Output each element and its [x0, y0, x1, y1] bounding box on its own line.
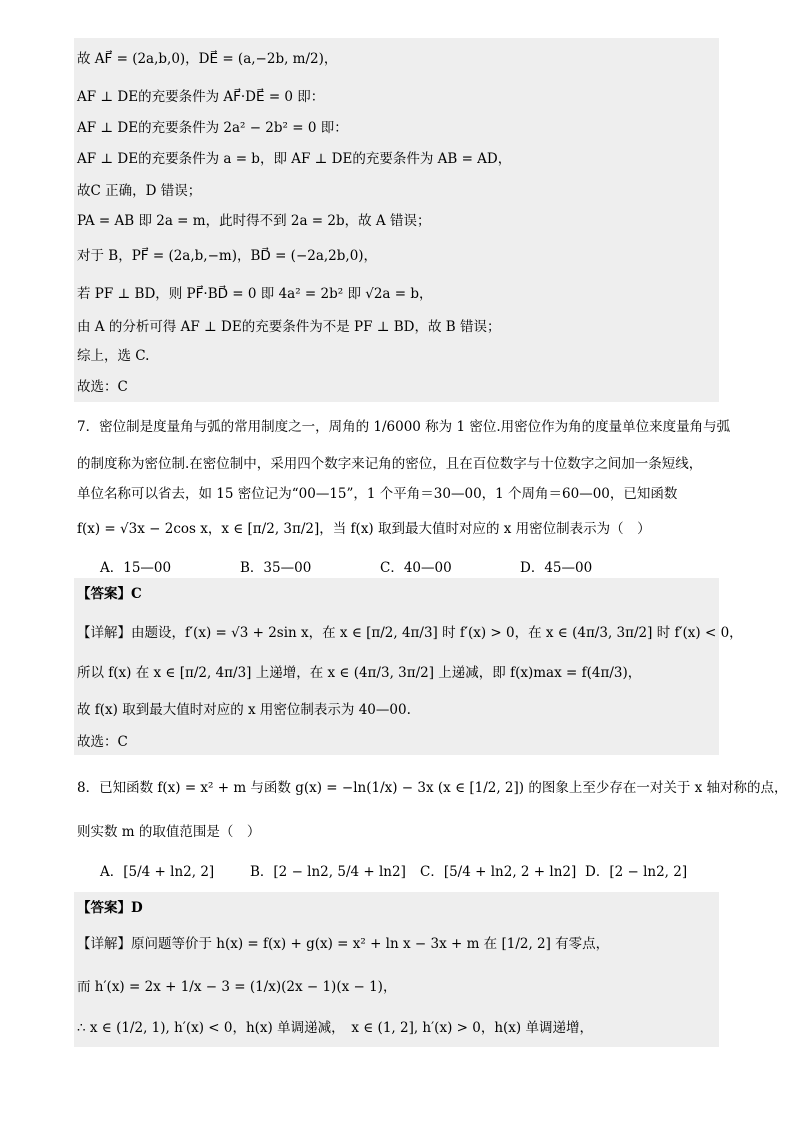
explanation-line: 【详解】由题设，f′(x) = √3 + 2sin x，在 x ∈ [π/2, 4π/3] 时 f′(x) > 0，在 x ∈ (4π/3, 3π/2] 时 f′(x) < 0， — [77, 625, 743, 641]
choice-b: B．35—00 — [240, 560, 312, 576]
answer-choices — [100, 860, 687, 880]
choice-c: C．[5/4 + ln2, 2 + ln2] — [420, 864, 577, 880]
answer-label: 【答案】D — [77, 900, 143, 916]
answer-choices — [100, 556, 592, 576]
question-line: 的制度称为密位制.在密位制中，采用四个数字来记角的密位，且在百位数字与十位数字之间加一条短线， — [77, 456, 703, 472]
choice-d: D．45—00 — [520, 560, 593, 576]
solution-line: 综上，选 C. — [77, 348, 150, 364]
solution-line: 故C 正确，D 错误； — [77, 183, 202, 199]
question-line: 8．已知函数 f(x) = x² + m 与函数 g(x) = −ln(1/x) − 3x (x ∈ [1/2, 2]) 的图象上至少存在一对关于 x 轴对称的点， — [77, 780, 788, 796]
question-line: 单位名称可以省去，如 15 密位记为“00—15”，1 个平角＝30—00，1 个周角＝60—00，已知函数 — [77, 486, 678, 502]
choice-d: D．[2 − ln2, 2] — [585, 864, 688, 880]
explanation-line: ∴ x ∈ (1/2, 1), h′(x) < 0，h(x) 单调递减， x ∈ (1, 2], h′(x) > 0，h(x) 单调递增， — [77, 1020, 593, 1036]
choice-b: B．[2 − ln2, 5/4 + ln2] — [250, 864, 406, 880]
solution-line: AF ⊥ DE的充要条件为 AF⃗·DE⃗ = 0 即： — [77, 89, 325, 105]
choice-c: C．40—00 — [380, 560, 452, 576]
solution-line: 对于 B，PF⃗ = (2a,b,−m)，BD⃗ = (−2a,2b,0)， — [77, 248, 378, 264]
solution-line: 若 PF ⊥ BD，则 PF⃗·BD⃗ = 0 即 4a² = 2b² 即 √2a = b， — [77, 286, 433, 302]
choice-a: A．[5/4 + ln2, 2] — [100, 864, 215, 880]
solution-line: PA = AB 即 2a = m，此时得不到 2a = 2b，故 A 错误； — [77, 213, 431, 229]
solution-line: 故 AF⃗ = (2a,b,0)，DE⃗ = (a,−2b, m/2)， — [77, 51, 338, 67]
solution-line: AF ⊥ DE的充要条件为 a = b，即 AF ⊥ DE的充要条件为 AB = AD， — [77, 151, 512, 167]
explanation-line: 所以 f(x) 在 x ∈ [π/2, 4π/3] 上递增，在 x ∈ (4π/3, 3π/2] 上递减，即 f(x)max = f(4π/3)， — [77, 665, 642, 681]
question-line: 7．密位制是度量角与弧的常用制度之一，周角的 1/6000 称为 1 密位.用密位作为角的度量单位来度量角与弧 — [77, 419, 731, 435]
choice-a: A．15—00 — [100, 560, 172, 576]
solution-line: 由 A 的分析可得 AF ⊥ DE的充要条件为不是 PF ⊥ BD，故 B 错误； — [77, 319, 501, 335]
final-answer-line: 故选：C — [77, 379, 128, 395]
question-line: f(x) = √3x − 2cos x，x ∈ [π/2, 3π/2]，当 f(x) 取到最大值时对应的 x 用密位制表示为（ ） — [77, 521, 651, 537]
explanation-line: 【详解】原问题等价于 h(x) = f(x) + g(x) = x² + ln x − 3x + m 在 [1/2, 2] 有零点， — [77, 936, 610, 952]
explanation-line: 而 h′(x) = 2x + 1/x − 3 = (1/x)(2x − 1)(x − 1)， — [77, 979, 397, 995]
solution-line: AF ⊥ DE的充要条件为 2a² − 2b² = 0 即： — [77, 120, 348, 136]
answer-label: 【答案】C — [77, 586, 142, 602]
explanation-line: 故 f(x) 取到最大值时对应的 x 用密位制表示为 40—00. — [77, 702, 411, 718]
question-line: 则实数 m 的取值范围是（ ） — [77, 824, 261, 840]
final-answer-line: 故选：C — [77, 734, 128, 750]
